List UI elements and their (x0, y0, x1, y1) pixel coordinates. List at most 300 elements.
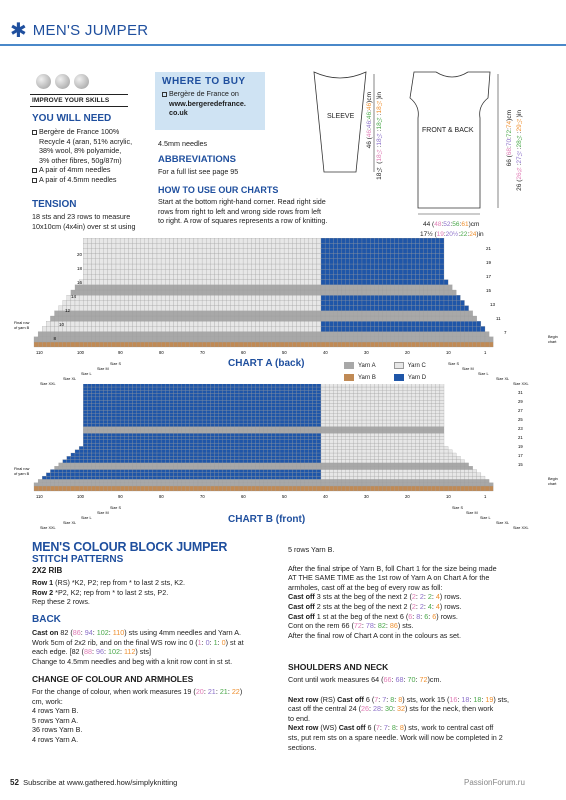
chart-cell (469, 486, 473, 491)
chart-cell (231, 269, 235, 274)
chart-cell (247, 295, 251, 300)
chart-cell (161, 483, 165, 486)
chart-cell (276, 269, 280, 274)
chart-cell (440, 404, 444, 407)
chart-cell (67, 316, 71, 321)
chart-cell (288, 486, 292, 491)
chart-cell (157, 486, 161, 491)
chart-cell (100, 243, 104, 248)
chart-cell (145, 259, 149, 264)
chart-cell (337, 311, 341, 316)
chart-cell (374, 443, 378, 446)
chart-cell (395, 306, 399, 311)
chart-cell (210, 460, 214, 463)
chart-cell (313, 254, 317, 259)
chart-cell (370, 453, 374, 456)
chart-cell (108, 397, 112, 400)
chart-cell (202, 443, 206, 446)
chart-cell (387, 326, 391, 331)
chart-cell (161, 321, 165, 326)
chart-cell (124, 280, 128, 285)
chart-cell (96, 423, 100, 426)
chart-cell (141, 420, 145, 423)
stockist-url[interactable]: www.bergeredefrance. (169, 98, 246, 108)
chart-cell (247, 476, 251, 479)
chart-cell (153, 483, 157, 486)
chart-cell (235, 470, 239, 473)
chart-cell (108, 248, 112, 253)
chart-cell (91, 238, 95, 243)
chart-cell (210, 437, 214, 440)
swatch-icon (344, 362, 354, 369)
chart-cell (419, 473, 423, 476)
chart-cell (219, 460, 223, 463)
chart-cell (173, 476, 177, 479)
chart-cell (83, 479, 87, 482)
chart-cell (301, 321, 305, 326)
chart-cell (108, 473, 112, 476)
chart-cell (219, 466, 223, 469)
chart-cell (296, 440, 300, 443)
chart-cell (198, 407, 202, 410)
chart-cell (83, 407, 87, 410)
chart-cell (161, 407, 165, 410)
chart-cell (436, 326, 440, 331)
chart-cell (428, 290, 432, 295)
chart-cell (173, 280, 177, 285)
chart-cell (120, 342, 124, 347)
chart-cell (296, 316, 300, 321)
chart-cell (337, 280, 341, 285)
chart-cell (460, 463, 464, 466)
chart-cell (243, 274, 247, 279)
chart-cell (91, 413, 95, 416)
chart-cell (432, 259, 436, 264)
chart-cell (210, 238, 214, 243)
chart-cell (231, 285, 235, 290)
chart-cell (325, 254, 329, 259)
chart-cell (124, 394, 128, 397)
chart-cell (370, 290, 374, 295)
chart-cell (120, 295, 124, 300)
chart-cell (227, 259, 231, 264)
chart-cell (329, 404, 333, 407)
chart-cell (173, 473, 177, 476)
chart-cell (194, 443, 198, 446)
chart-cell (362, 274, 366, 279)
chart-cell (260, 397, 264, 400)
chart-cell (325, 243, 329, 248)
chart-cell (346, 430, 350, 433)
chart-cell (362, 332, 366, 337)
chart-cell (83, 437, 87, 440)
chart-cell (366, 410, 370, 413)
chart-cell (124, 456, 128, 459)
chart-cell (350, 466, 354, 469)
chart-cell (358, 443, 362, 446)
chart-cell (251, 390, 255, 393)
chart-cell (424, 417, 428, 420)
chart-cell (264, 238, 268, 243)
chart-cell (251, 433, 255, 436)
chart-cell (284, 306, 288, 311)
chart-cell (100, 290, 104, 295)
chart-cell (301, 476, 305, 479)
chart-cell (452, 290, 456, 295)
chart-cell (141, 254, 145, 259)
chart-cell (329, 417, 333, 420)
chart-cell (128, 479, 132, 482)
chart-cell (313, 423, 317, 426)
chart-cell (370, 466, 374, 469)
chart-cell (137, 483, 141, 486)
chart-cell (173, 243, 177, 248)
chart-cell (67, 473, 71, 476)
chart-cell (366, 269, 370, 274)
chart-cell (321, 342, 325, 347)
chart-cell (149, 470, 153, 473)
chart-cell (301, 274, 305, 279)
chart-cell (100, 316, 104, 321)
chart-cell (288, 420, 292, 423)
chart-cell (198, 390, 202, 393)
chart-cell (104, 243, 108, 248)
chart-cell (198, 430, 202, 433)
chart-cell (424, 290, 428, 295)
chart-cell (329, 446, 333, 449)
chart-cell (198, 321, 202, 326)
chart-cell (231, 407, 235, 410)
chart-cell (346, 337, 350, 342)
chart-cell (231, 332, 235, 337)
chart-cell (374, 410, 378, 413)
chart-cell (333, 326, 337, 331)
chart-cell (469, 479, 473, 482)
chart-cell (374, 321, 378, 326)
chart-cell (100, 306, 104, 311)
chart-cell (317, 437, 321, 440)
chart-cell (301, 397, 305, 400)
chart-cell (243, 326, 247, 331)
chart-cell (428, 332, 432, 337)
chart-cell (313, 466, 317, 469)
chart-cell (157, 321, 161, 326)
chart-cell (370, 316, 374, 321)
chart-cell (284, 342, 288, 347)
chart-cell (301, 269, 305, 274)
chart-cell (124, 306, 128, 311)
chart-cell (387, 274, 391, 279)
chart-cell (251, 437, 255, 440)
chart-cell (407, 397, 411, 400)
chart-cell (231, 410, 235, 413)
chart-cell (354, 285, 358, 290)
chart-cell (153, 407, 157, 410)
chart-cell (411, 410, 415, 413)
chart-cell (473, 326, 477, 331)
chart-cell (288, 259, 292, 264)
chart-cell (383, 433, 387, 436)
first-row-label: Final row (14, 321, 30, 325)
chart-cell (194, 321, 198, 326)
chart-cell (428, 433, 432, 436)
chart-cell (112, 337, 116, 342)
chart-cell (214, 423, 218, 426)
chart-cell (387, 280, 391, 285)
chart-cell (100, 269, 104, 274)
chart-cell (411, 427, 415, 430)
chart-cell (157, 420, 161, 423)
chart-cell (313, 316, 317, 321)
chart-cell (165, 274, 169, 279)
chart-cell (149, 423, 153, 426)
chart-cell (251, 394, 255, 397)
chart-cell (165, 453, 169, 456)
chart-cell (370, 437, 374, 440)
chart-cell (354, 248, 358, 253)
chart-cell (243, 337, 247, 342)
chart-cell (264, 248, 268, 253)
chart-cell (329, 337, 333, 342)
chart-cell (255, 404, 259, 407)
chart-cell (153, 420, 157, 423)
chart-cell (317, 473, 321, 476)
chart-cell (153, 443, 157, 446)
chart-cell (337, 463, 341, 466)
chart-cell (280, 295, 284, 300)
chart-cell (214, 390, 218, 393)
chart-cell (378, 248, 382, 253)
chart-cell (296, 306, 300, 311)
chart-cell (362, 417, 366, 420)
chart-cell (210, 443, 214, 446)
chart-cell (296, 274, 300, 279)
chart-cell (186, 326, 190, 331)
chart-cell (63, 342, 67, 347)
chart-cell (120, 427, 124, 430)
chart-cell (100, 470, 104, 473)
chart-cell (96, 417, 100, 420)
chart-cell (346, 404, 350, 407)
chart-cell (104, 456, 108, 459)
chart-cell (173, 400, 177, 403)
chart-cell (399, 446, 403, 449)
tension-text: 18 sts and 23 rows to measure 10x10cm (4x4in) over st st using (32, 212, 136, 231)
chart-cell (251, 427, 255, 430)
chart-cell (104, 437, 108, 440)
chart-cell (141, 264, 145, 269)
chart-cell (173, 295, 177, 300)
chart-cell (141, 460, 145, 463)
chart-cell (75, 316, 79, 321)
chart-cell (120, 238, 124, 243)
chart-cell (411, 417, 415, 420)
chart-cell (79, 316, 83, 321)
chart-cell (366, 259, 370, 264)
chart-cell (108, 437, 112, 440)
chart-cell (346, 460, 350, 463)
chart-cell (116, 295, 120, 300)
chart-cell (313, 337, 317, 342)
chart-cell (137, 453, 141, 456)
stockist-url-cont: co.uk (169, 108, 188, 118)
chart-cell (223, 243, 227, 248)
chart-cell (268, 407, 272, 410)
chart-cell (34, 337, 38, 342)
chart-cell (198, 290, 202, 295)
chart-cell (75, 453, 79, 456)
chart-cell (227, 332, 231, 337)
chart-cell (448, 456, 452, 459)
chart-cell (276, 423, 280, 426)
size-marker: Size XXL (40, 382, 56, 386)
chart-cell (292, 417, 296, 420)
chart-cell (452, 300, 456, 305)
chart-cell (108, 264, 112, 269)
chart-cell (116, 238, 120, 243)
row-number: 14 (70, 294, 76, 299)
chart-cell (243, 394, 247, 397)
chart-cell (399, 420, 403, 423)
chart-cell (321, 430, 325, 433)
chart-cell (395, 460, 399, 463)
chart-cell (419, 285, 423, 290)
chart-cell (292, 407, 296, 410)
chart-cell (301, 443, 305, 446)
chart-cell (141, 390, 145, 393)
chart-cell (141, 473, 145, 476)
chart-cell (128, 321, 132, 326)
chart-cell (141, 269, 145, 274)
chart-cell (465, 306, 469, 311)
chart-cell (83, 300, 87, 305)
chart-cell (120, 243, 124, 248)
chart-cell (186, 463, 190, 466)
chart-cell (247, 417, 251, 420)
chart-cell (153, 394, 157, 397)
chart-cell (325, 423, 329, 426)
chart-cell (415, 440, 419, 443)
chart-cell (108, 316, 112, 321)
chart-cell (346, 453, 350, 456)
chart-cell (132, 397, 136, 400)
chart-cell (424, 285, 428, 290)
chart-cell (186, 413, 190, 416)
chart-cell (366, 486, 370, 491)
chart-cell (210, 269, 214, 274)
chart-cell (366, 238, 370, 243)
chart-cell (141, 417, 145, 420)
chart-cell (268, 337, 272, 342)
chart-cell (432, 479, 436, 482)
chart-cell (141, 316, 145, 321)
chart-cell (366, 420, 370, 423)
chart-cell (231, 397, 235, 400)
chart-cell (317, 290, 321, 295)
chart-cell (284, 311, 288, 316)
chart-cell (325, 486, 329, 491)
chart-cell (182, 413, 186, 416)
chart-cell (178, 274, 182, 279)
chart-cell (374, 280, 378, 285)
chart-cell (432, 269, 436, 274)
chart-cell (383, 306, 387, 311)
chart-cell (223, 413, 227, 416)
chart-cell (91, 479, 95, 482)
chart-cell (206, 423, 210, 426)
chart-cell (333, 450, 337, 453)
chart-cell (235, 290, 239, 295)
chart-cell (317, 433, 321, 436)
chart-cell (436, 400, 440, 403)
chart-cell (214, 420, 218, 423)
chart-cell (190, 274, 194, 279)
chart-cell (305, 456, 309, 459)
chart-cell (214, 321, 218, 326)
chart-cell (337, 450, 341, 453)
chart-cell (395, 440, 399, 443)
chart-cell (284, 404, 288, 407)
chart-cell (247, 311, 251, 316)
chart-cell (100, 483, 104, 486)
chart-cell (247, 470, 251, 473)
chart-cell (186, 483, 190, 486)
chart-cell (440, 269, 444, 274)
chart-cell (206, 486, 210, 491)
chart-cell (96, 238, 100, 243)
size-marker: Size XL (496, 377, 510, 381)
row-number: 18 (76, 266, 82, 271)
chart-cell (280, 306, 284, 311)
chart-cell (104, 394, 108, 397)
chart-cell (247, 321, 251, 326)
chart-cell (407, 460, 411, 463)
chart-cell (374, 417, 378, 420)
chart-cell (108, 440, 112, 443)
chart-cell (333, 420, 337, 423)
chart-cell (190, 410, 194, 413)
chart-cell (424, 311, 428, 316)
chart-cell (42, 332, 46, 337)
chart-cell (173, 285, 177, 290)
chart-cell (333, 440, 337, 443)
chart-cell (460, 486, 464, 491)
chart-cell (112, 466, 116, 469)
chart-cell (440, 400, 444, 403)
chart-cell (309, 476, 313, 479)
chart-cell (83, 404, 87, 407)
chart-cell (157, 397, 161, 400)
chart-cell (96, 413, 100, 416)
chart-cell (391, 300, 395, 305)
chart-cell (305, 466, 309, 469)
chart-cell (407, 243, 411, 248)
chart-cell (165, 460, 169, 463)
chart-cell (391, 400, 395, 403)
where-to-buy-box (155, 72, 265, 130)
chart-cell (403, 326, 407, 331)
chart-cell (206, 397, 210, 400)
chart-cell (91, 450, 95, 453)
chart-cell (337, 470, 341, 473)
chart-cell (362, 413, 366, 416)
chart-cell (219, 483, 223, 486)
chart-cell (419, 300, 423, 305)
chart-cell (182, 433, 186, 436)
chart-cell (305, 397, 309, 400)
row-number: 7 (504, 330, 507, 335)
chart-cell (366, 295, 370, 300)
